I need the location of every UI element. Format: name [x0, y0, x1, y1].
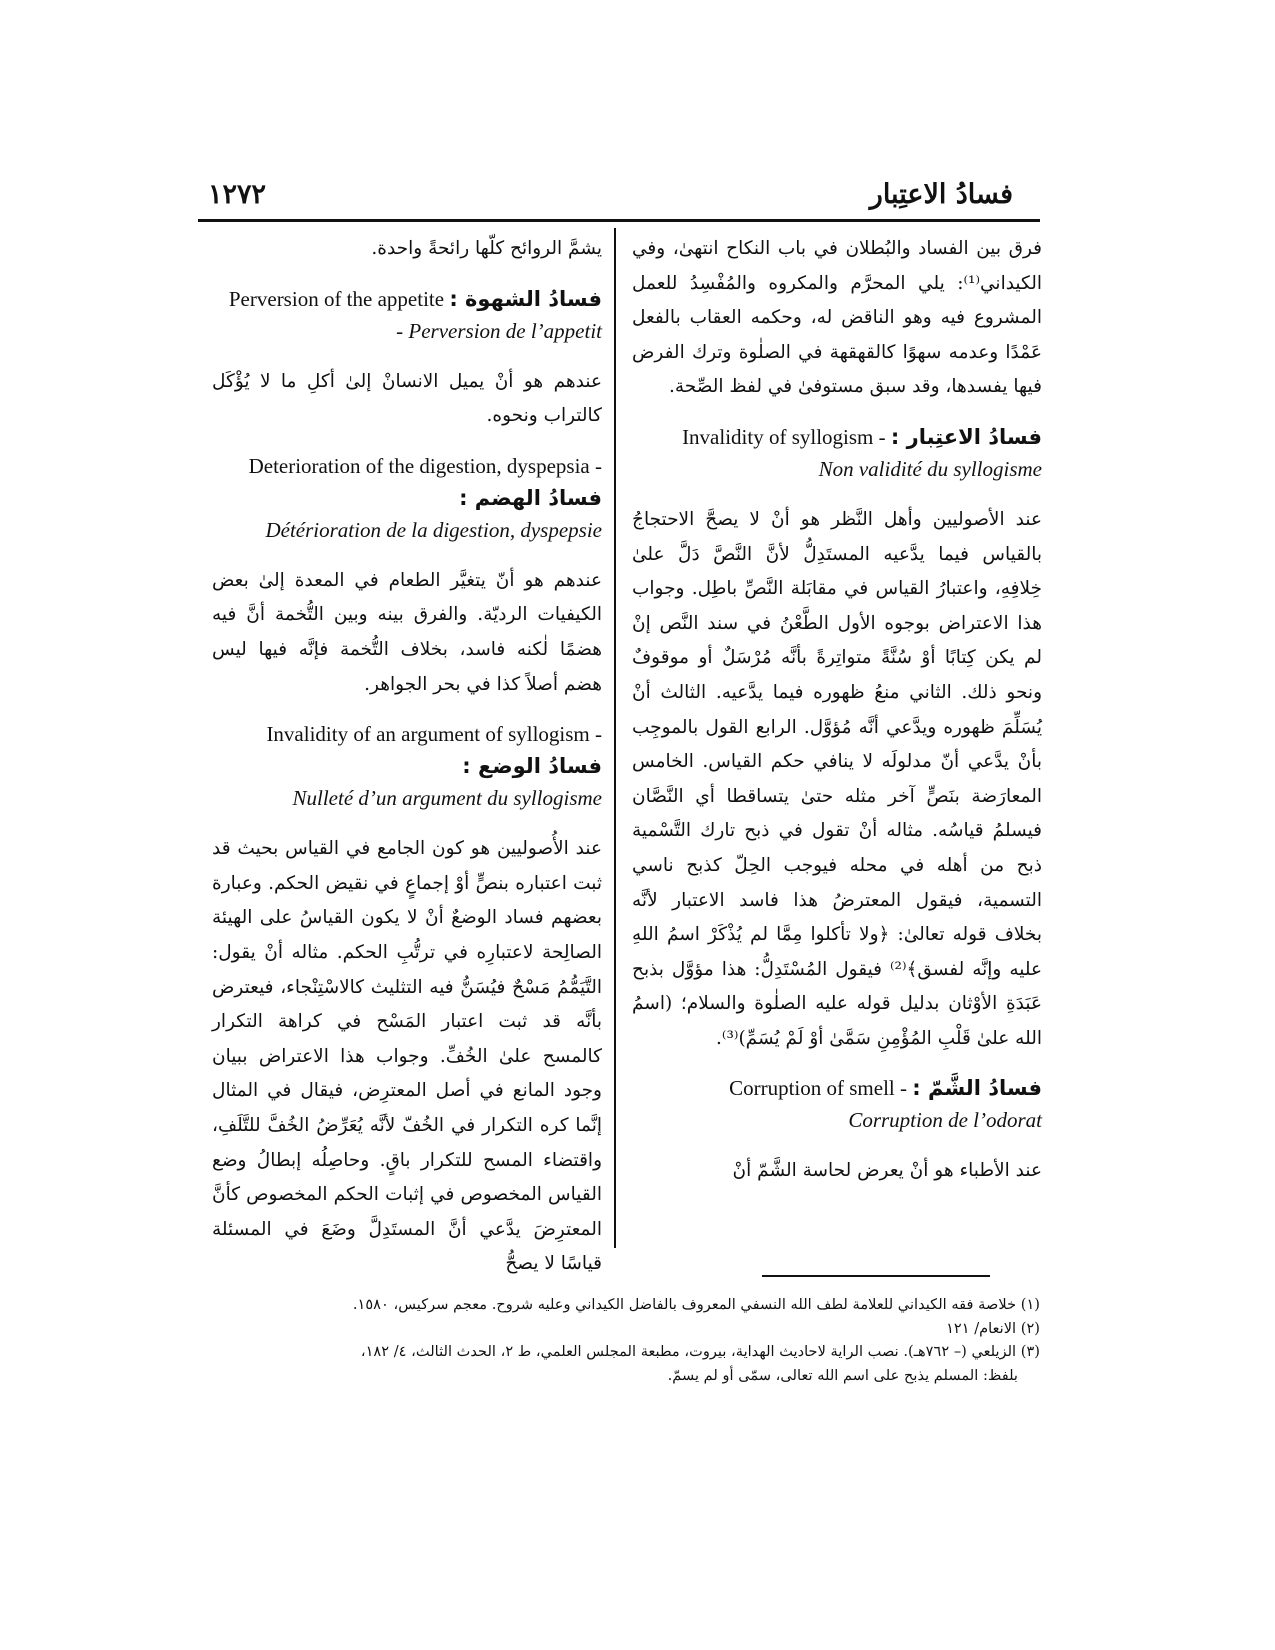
footnote-3-continuation: بلفظ: المسلم يذبح على اسم الله تعالى، سمّى أو لم يسمّ. — [667, 1366, 1018, 1384]
footnote-3: (٣) الزيلعي (– ٧٦٢هـ). نصب الراية لاحاديث الهداية، بيروت، مطبعة المجلس العلمي، ط ٢، الحدث الثالث، ٤/ ١٨٢، — [360, 1343, 1040, 1360]
entry-heading-corruption-of-smell — [632, 1072, 1042, 1136]
entry-french: Corruption de l’odorat — [848, 1108, 1042, 1133]
entry-french: Détérioration de la digestion, dyspepsie — [265, 517, 602, 542]
paragraph: عندهم هو أنْ يميل الانسانْ إلىٰ أكلِ ما لا يُؤْكَل كالتراب ونحوه. — [212, 370, 602, 427]
entry-heading-invalidity-of-argument — [212, 718, 602, 814]
paragraph: عندهم هو أنّ يتغيَّر الطعام في المعدة إلىٰ بعض الكيفيات الرديّة. والفرق بينه وبين التُّخمة أنَّ فيه هضمًا لٰكنه فاسد، بخلاف التُّخمة فإنَّه فيها ليس هضم أصلاً كذا في بحر الجواهر. — [212, 569, 602, 695]
entry-heading-perversion-of-appetite — [212, 283, 602, 347]
entry-term: فسادُ الوضع : — [462, 754, 602, 779]
running-header-title: فسادُ الاعتِبار — [869, 179, 1013, 210]
entry-english: Invalidity of an argument of syllogism - — [266, 722, 602, 747]
entry-french: Nulleté d’un argument du syllogisme — [292, 786, 602, 811]
entry-french: - Perversion de l’appetit — [396, 318, 602, 343]
entry-english: Corruption of smell - — [729, 1076, 908, 1101]
entry-term: فسادُ الشهوة : — [449, 286, 602, 311]
entry-english: Invalidity of syllogism - — [682, 424, 886, 449]
entry-english: Deterioration of the digestion, dyspepsia - — [248, 453, 602, 478]
right-column — [632, 232, 1042, 1189]
footnotes — [210, 1293, 1040, 1387]
header-rule — [198, 219, 1040, 222]
entry-term: فسادُ الاعتِبار : — [890, 424, 1042, 449]
left-column — [212, 232, 602, 1282]
entry-english: Perversion of the appetite — [228, 286, 445, 311]
entry-heading-invalidity-of-syllogism — [632, 421, 1042, 485]
column-divider — [614, 228, 616, 1248]
footnote-2: (٢) الانعام/ ١٢١ — [946, 1319, 1040, 1337]
entry-term: فسادُ الهضم : — [459, 485, 602, 510]
paragraph: فرق بين الفساد والبُطلان في باب النكاح انتهىٰ، وفي الكيداني⁽¹⁾: يلي المحرَّم والمكروه والمُفْسِدُ للعمل المشروع فيه وهو الناقض له، وحكمه العقاب بالفعل عَمْدًا وعدمه سهوًا كالقهقهة في الصلٰوة وترك الفرض فيها يفسدها، وقد سبق مستوفىٰ في لفظ الصِّحة. — [632, 238, 1042, 398]
entry-french: Non validité du syllogisme — [818, 456, 1042, 481]
footnote-rule — [762, 1275, 990, 1277]
entry-term: فسادُ الشَّمّ : — [912, 1076, 1042, 1101]
paragraph: عند الأُصوليين هو كون الجامع في القياس بحيث قد ثبت اعتباره بنصٍّ أوْ إجماعٍ في نقيض الحكم. وعبارة بعضهم فساد الوضعٌ أنْ لا يكون القياسُ على الهيئة الصالِحة لاعتبارِه في ترتُّبِ الحكم. مثاله أنْ يقول: التَّيَمُّمُ مَسْحٌ فيُسَنُّ فيه التثليث كالاسْتِنْجاء، فيعترض بأنَّه قد ثبت اعتبار المَسْح في كراهة التكرار كالمسح علىٰ الخُفِّ. وجواب هذا الاعتراض ببيان وجود المانع في أصل المعترِض، فيقال في المثال إنَّما كره التكرار في الخُفّ لأنَّه يُعَرِّضُ الخُفَّ للتَّلَفِ، واقتضاء المسح للتكرار باقٍ. وحاصِلُه إبطالُ وضع القياس المخصوص في إثبات الحكم المخصوص كأنَّ المعترِضَ يدَّعي أنَّ المستَدِلَّ وضَعَ في المسئلة قياسًا لا يصحُّ — [212, 838, 602, 1275]
paragraph: عند الأطباء هو أنْ يعرض لحاسة الشَّمّ أنْ — [732, 1160, 1042, 1182]
paragraph: يشمَّ الروائح كلّها رائحةً واحدة. — [371, 238, 602, 259]
paragraph: عند الأصوليين وأهل النَّظر هو أنْ لا يصحَّ الاحتجاجُ بالقياس فيما يدَّعيه المستَدِلُّ لأنَّ النَّصَّ دَلَّ علىٰ خِلافِهِ، واعتبارُ القياس في مقابَلة النَّصِّ باطِل. وجواب هذا الاعتراض بوجوه الأول الطَّعْنُ في سند النَّص إنْ لم يكن كِتابًا أوْ سُنَّةً متواتِرةً بأنَّه مُرْسَلٌ أو موقوفٌ ونحو ذلك. الثاني منعُ ظهوره فيما يدَّعيه. الثالث أنْ يُسَلِّمَ ظهوره ويدَّعي أنَّه مُؤوَّل. الرابع القول بالموجِب بأنْ يدَّعي أنّ مدلولَه لا ينافي حكم القياس. الخامس المعارَضة بنَصٍّ آخر مثله حتىٰ يتساقطا أي النَّصَّان فيسلمُ قياسُه. مثاله أنْ تقول في ذبح تارك التَّسْمية ذبح من أهله في محله فيوجب الحِلّ كذبح ناسي التسمية، فيقول المعترضُ هذا فاسد الاعتبار لأنَّه بخلاف قوله تعالىٰ: ﴿ولا تأكلوا مِمَّا لم يُذْكَرْ اسمُ اللهِ عليه وإنَّه لفسق﴾⁽²⁾ فيقول المُسْتَدِلُّ: هذا مؤوَّل بذبح عَبَدَةِ الأوْثان بدليل قوله عليه الصلٰوة والسلام؛ (اسمُ الله علىٰ قَلْبِ المُؤْمِنِ سَمَّىٰ أوْ لَمْ يُسَمِّ)⁽³⁾. — [632, 508, 1042, 1049]
entry-heading-deterioration-of-digestion — [212, 450, 602, 546]
page-number: ١٢٧٢ — [208, 179, 267, 210]
footnote-1: (١) خلاصة فقه الكيداني للعلامة لطف الله النسفي المعروف بالفاضل الكيداني وعليه شروح. معجم سركيس، ١٥٨٠. — [352, 1296, 1040, 1313]
